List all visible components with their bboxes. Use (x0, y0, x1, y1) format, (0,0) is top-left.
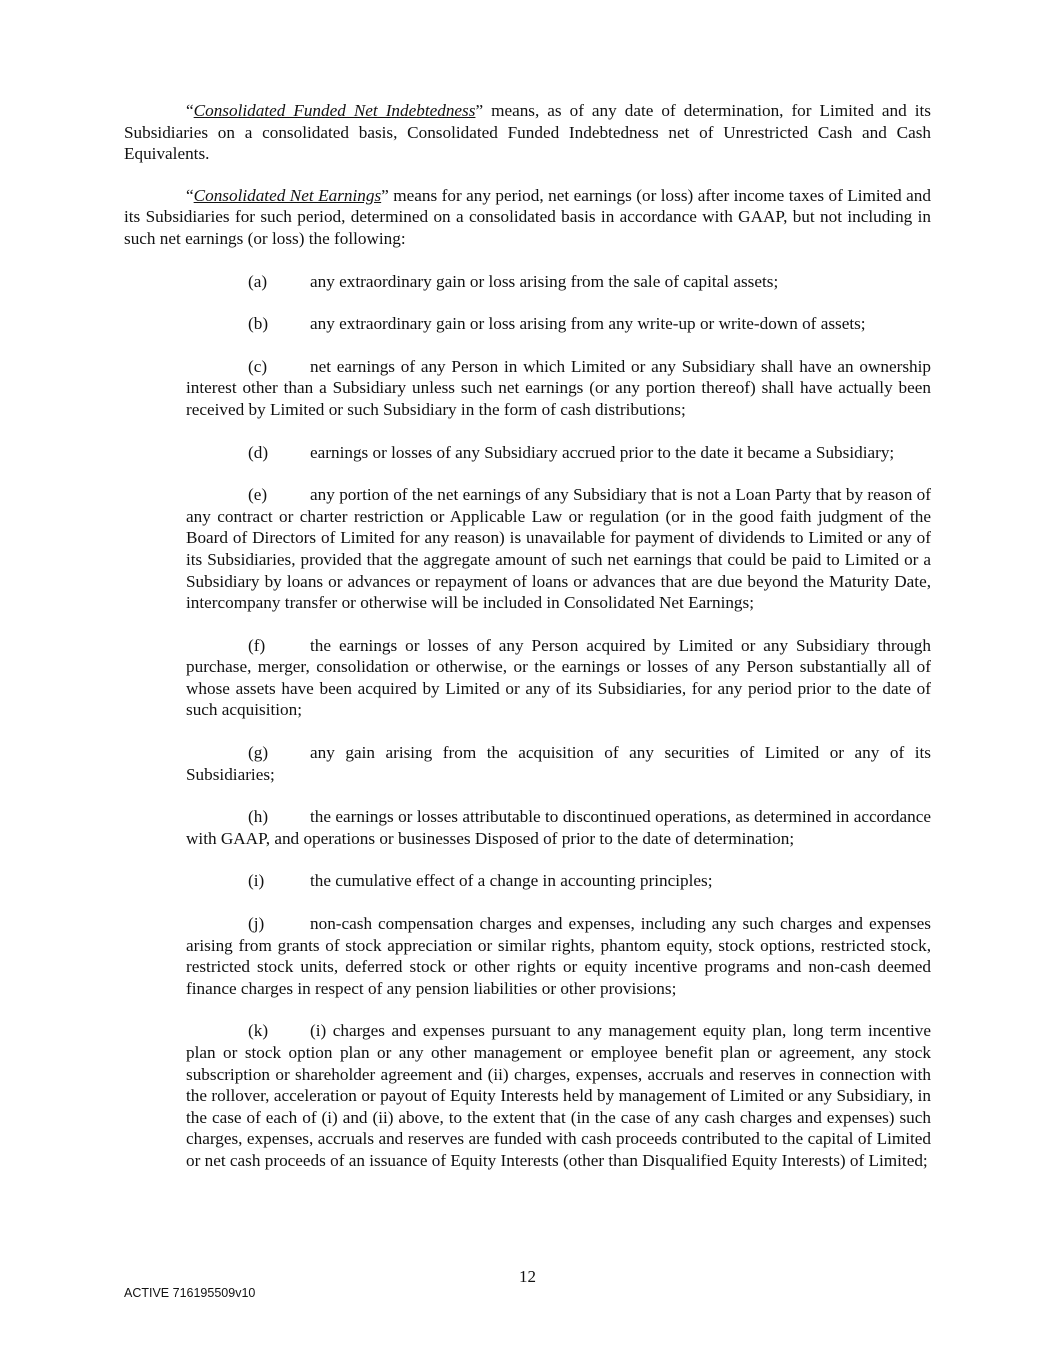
item-text: the cumulative effect of a change in accounting principles; (310, 871, 713, 891)
list-item (186, 313, 931, 335)
list-item (186, 442, 931, 464)
document-body (124, 100, 931, 1172)
item-text: any extraordinary gain or loss arising from the sale of capital assets; (310, 271, 779, 291)
defined-term: Consolidated Net Earnings (193, 185, 382, 205)
list-item (186, 356, 931, 421)
item-label: (f) (248, 635, 266, 655)
item-text: any gain arising from the acquisition of any securities of Limited or any of its Subsidiaries; (186, 743, 931, 784)
item-label: (d) (248, 442, 269, 462)
list-item (186, 870, 931, 892)
list-item (186, 806, 931, 849)
item-label: (e) (248, 485, 268, 505)
item-text: any portion of the net earnings of any Subsidiary that is not a Loan Party that by reason of any contract or charter restriction or Applicable Law or regulation (or in the good faith judgment of the Board of Directors of Limited for any reason) is unavailable for payment of dividends to Limited or any of its Subsidiaries, provided that the aggregate amount of such net earnings that could be paid to Limited or a Subsidiary by loans or advances or repayment of loans or advances that are due beyond the Maturity Date, intercompany transfer or otherwise will be included in Consolidated Net Earnings; (186, 485, 931, 613)
page-number: 12 (519, 1267, 536, 1286)
item-label: (b) (248, 314, 269, 334)
item-text: (i) charges and expenses pursuant to any management equity plan, long term incentive plan or stock option plan or any other management or employee benefit plan or agreement, any stock subscription or shareholder agreement and (ii) charges, expenses, accruals and reserves in connection with the rollover, acceleration or payout of Equity Interests held by management of Limited or any Subsidiary, in the case of each of (i) and (ii) above, to the extent that (in the case of any cash charges and expenses) such charges, expenses, accruals and reserves are funded with cash proceeds contributed to the capital of Limited or net cash proceeds of an issuance of Equity Interests (other than Disqualified Equity Interests) of Limited; (186, 1021, 931, 1170)
list-item (186, 1020, 931, 1171)
list-item (186, 742, 931, 785)
item-label: (k) (248, 1021, 269, 1041)
list-item (186, 271, 931, 293)
exclusion-list (124, 271, 931, 1172)
definition-consolidated-funded-net-indebtedness (124, 100, 931, 165)
defined-term: Consolidated Funded Net Indebtedness (193, 101, 476, 120)
item-label: (c) (248, 356, 268, 376)
item-label: (a) (248, 271, 268, 291)
definition-consolidated-net-earnings (124, 185, 931, 250)
item-text: net earnings of any Person in which Limited or any Subsidiary shall have an ownership interest other than a Subsidiary unless such net earnings (or any portion thereof) shall have actually been received by Limited or such Subsidiary in the form of cash distributions; (186, 356, 931, 419)
item-label: (g) (248, 743, 269, 763)
item-label: (i) (248, 871, 265, 891)
item-text: the earnings or losses attributable to discontinued operations, as determined in accordance with GAAP, and operations or businesses Disposed of prior to the date of determination; (186, 807, 931, 848)
list-item (186, 635, 931, 721)
item-text: non-cash compensation charges and expenses, including any such charges and expenses arising from grants of stock appreciation or similar rights, phantom equity, stock options, restricted stock, restricted stock units, deferred stock or other rights or equity incentive programs and non-cash deemed finance charges in respect of any pension liabilities or other provisions; (186, 914, 931, 998)
definition-text: ” means, as of any date of determination, for Limited and its Subsidiaries on a consolidated basis, Consolidated Funded Indebtedness net of Unrestricted Cash and Cash Equivalents. (124, 101, 931, 164)
item-text: any extraordinary gain or loss arising from any write-up or write-down of assets; (310, 314, 866, 334)
open-quote: “ (186, 101, 194, 120)
list-item (186, 484, 931, 614)
item-label: (h) (248, 807, 269, 827)
open-quote: “ (186, 185, 194, 205)
definition-text: ” means for any period, net earnings (or loss) after income taxes of Limited and its Subsidiaries for such period, determined on a consolidated basis in accordance with GAAP, but not including in such net earnings (or loss) the following: (124, 185, 931, 248)
item-text: earnings or losses of any Subsidiary accrued prior to the date it became a Subsidiary; (310, 442, 895, 462)
document-id-footer: ACTIVE 716195509v10 (124, 1286, 256, 1300)
item-label: (j) (248, 914, 265, 934)
list-item (186, 913, 931, 999)
item-text: the earnings or losses of any Person acquired by Limited or any Subsidiary through purchase, merger, consolidation or otherwise, or the earnings or losses of any Person substantially all of whose assets have been acquired by Limited or any of its Subsidiaries, for any period prior to the date of such acquisition; (186, 635, 931, 720)
